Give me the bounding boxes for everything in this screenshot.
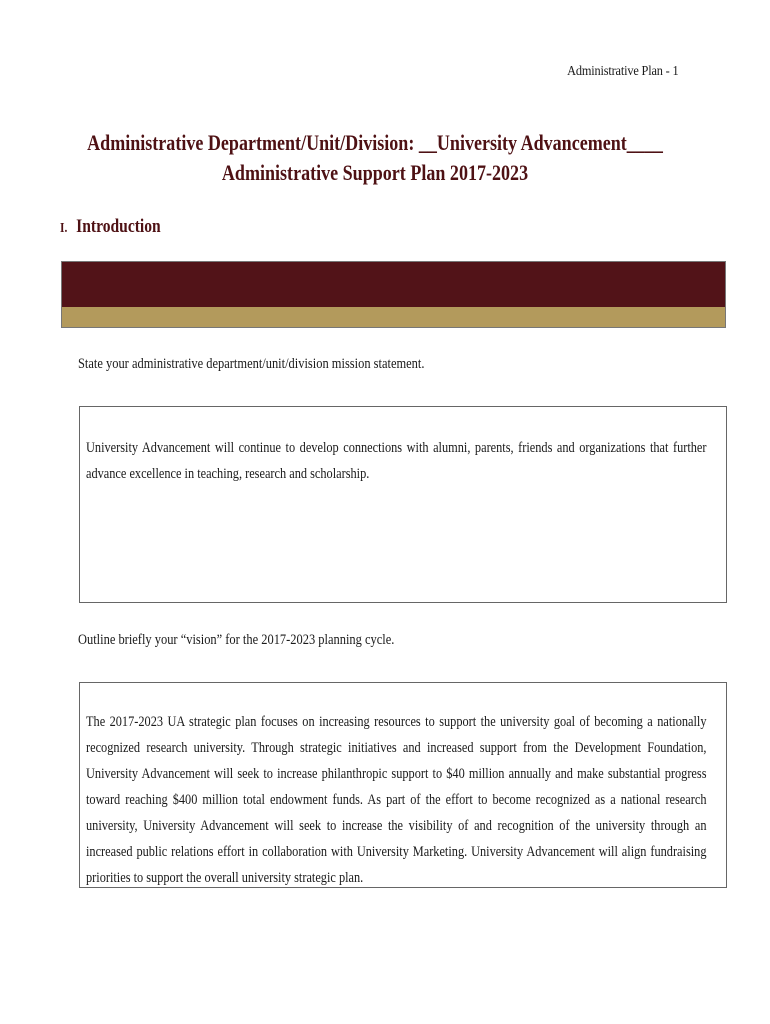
section-numeral: I. [60,221,68,236]
page-header-label: Administrative Plan - 1 [566,64,678,79]
mission-answer-text: University Advancement will continue to develop connections with alumni, parents, friends and organizations that further advance excellence in teaching, research and scholarship. [86,440,707,482]
vision-prompt: Outline briefly your “vision” for the 2017-2023 planning cycle. [78,632,395,648]
section-heading-introduction [60,216,161,238]
vision-answer-box[interactable] [79,682,727,888]
title-line-plan: Administrative Support Plan 2017-2023 [221,160,529,185]
banner-gold-band [62,307,725,327]
banner-maroon-band [62,262,725,307]
title-line-department: Administrative Department/Unit/Division: __University Advancement____ [87,130,663,155]
vision-answer-text: The 2017-2023 UA strategic plan focuses on increasing resources to support the university goal of becoming a nationally recognized research university. Through strategic initiatives and increased support from the Development Foundation, University Advancement will seek to increase philanthropic support to $40 million annually and make substantial progress toward reaching $400 million total endowment funds. As part of the effort to become recognized as a national research university, University Advancement will seek to increase the visibility of and recognition of the university through an increased public relations effort in collaboration with University Marketing. University Advancement will align fundraising priorities to support the overall university strategic plan. [86,714,707,886]
section-title: Introduction [76,216,161,237]
document-title [0,128,750,188]
mission-answer-box[interactable] [79,406,727,603]
section-banner [61,261,726,328]
mission-prompt: State your administrative department/unit/division mission statement. [78,356,425,372]
